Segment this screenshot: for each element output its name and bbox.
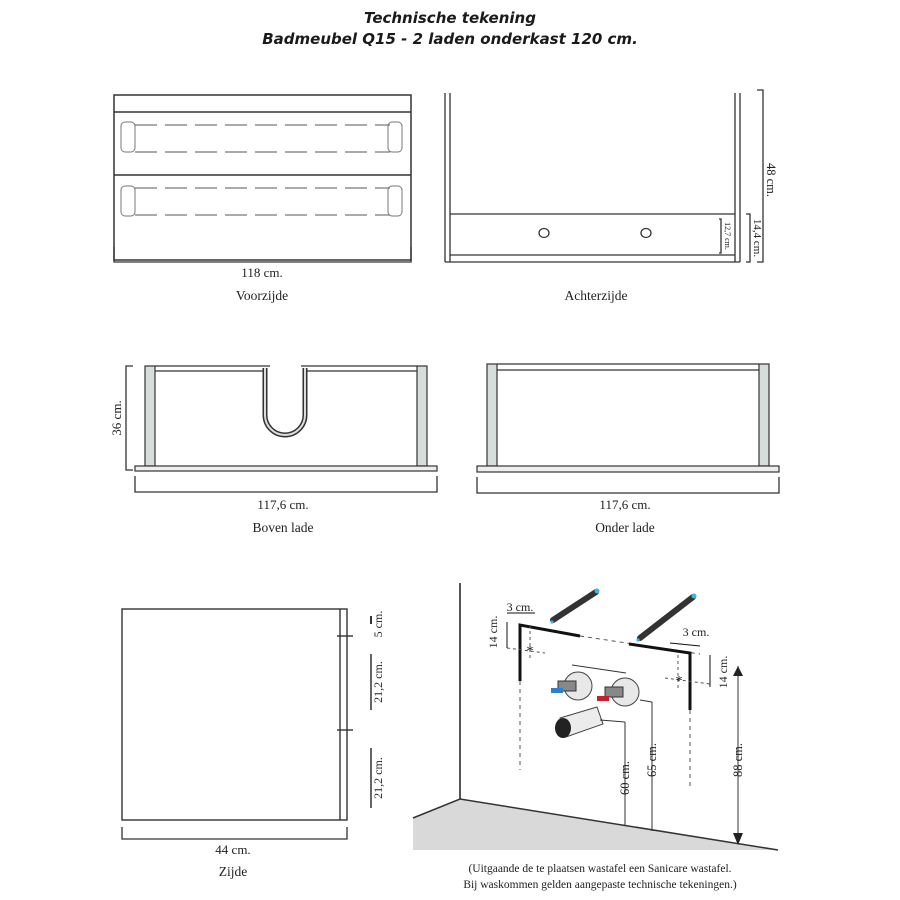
bottom-drawer-width-label: 117,6 cm.	[599, 497, 651, 512]
cold-valve-icon	[551, 672, 592, 700]
back-hole-right	[641, 229, 651, 238]
side-caption: Zijde	[218, 864, 248, 879]
installation-view	[413, 583, 778, 850]
left-offset-label: 3 cm.	[506, 600, 534, 614]
front-width-label: 118 cm.	[241, 265, 283, 280]
back-hole-left	[539, 229, 549, 238]
hot-valve-icon	[597, 678, 639, 706]
back-view	[445, 90, 763, 262]
front-caption: Voorzijde	[235, 288, 289, 303]
drain-pipe-icon	[555, 707, 603, 738]
right-height-label: 14 cm.	[716, 655, 730, 689]
back-caption: Achterzijde	[564, 288, 628, 303]
top-drawer-view	[126, 366, 437, 492]
side-dim-middle: 21,2 cm.	[371, 661, 385, 703]
top-drawer-caption: Boven lade	[252, 520, 314, 535]
side-view	[122, 609, 371, 839]
back-rail-label: 14,4 cm.	[751, 218, 763, 258]
side-dim-bottom: 21,2 cm.	[371, 757, 385, 799]
right-offset-label: 3 cm.	[682, 625, 710, 639]
side-dim-top: 5 cm.	[371, 610, 385, 638]
back-hole-label: 12,7 cm.	[723, 222, 732, 250]
drawing-title: Technische tekening	[364, 9, 536, 27]
valves-height-label: 65 cm.	[645, 742, 659, 778]
left-height-label: 14 cm.	[486, 615, 500, 649]
right-mark-asterisk: *	[675, 674, 683, 689]
top-drawer-height-label: 36 cm.	[109, 400, 124, 436]
drawing-subtitle: Badmeubel Q15 - 2 laden onderkast 120 cm.	[262, 30, 638, 48]
top-drawer-width-label: 117,6 cm.	[257, 497, 309, 512]
footnote-line-1: (Uitgaande de te plaatsen wastafel een Sanicare wastafel.	[468, 863, 732, 875]
bottom-drawer-view	[477, 364, 779, 493]
side-width-label: 44 cm.	[215, 842, 251, 857]
marker-pen-icon	[550, 589, 599, 624]
drain-height-label: 60 cm.	[618, 760, 632, 796]
footnote-line-2: Bij waskommen gelden aangepaste technische tekeningen.)	[463, 879, 737, 891]
front-view	[114, 95, 411, 262]
total-height-label: 88 cm.	[731, 742, 745, 778]
bottom-drawer-caption: Onder lade	[595, 520, 655, 535]
drawer-slide-icon	[121, 122, 402, 216]
back-height-label: 48 cm.	[764, 162, 778, 198]
left-mark-asterisk: *	[526, 644, 534, 659]
